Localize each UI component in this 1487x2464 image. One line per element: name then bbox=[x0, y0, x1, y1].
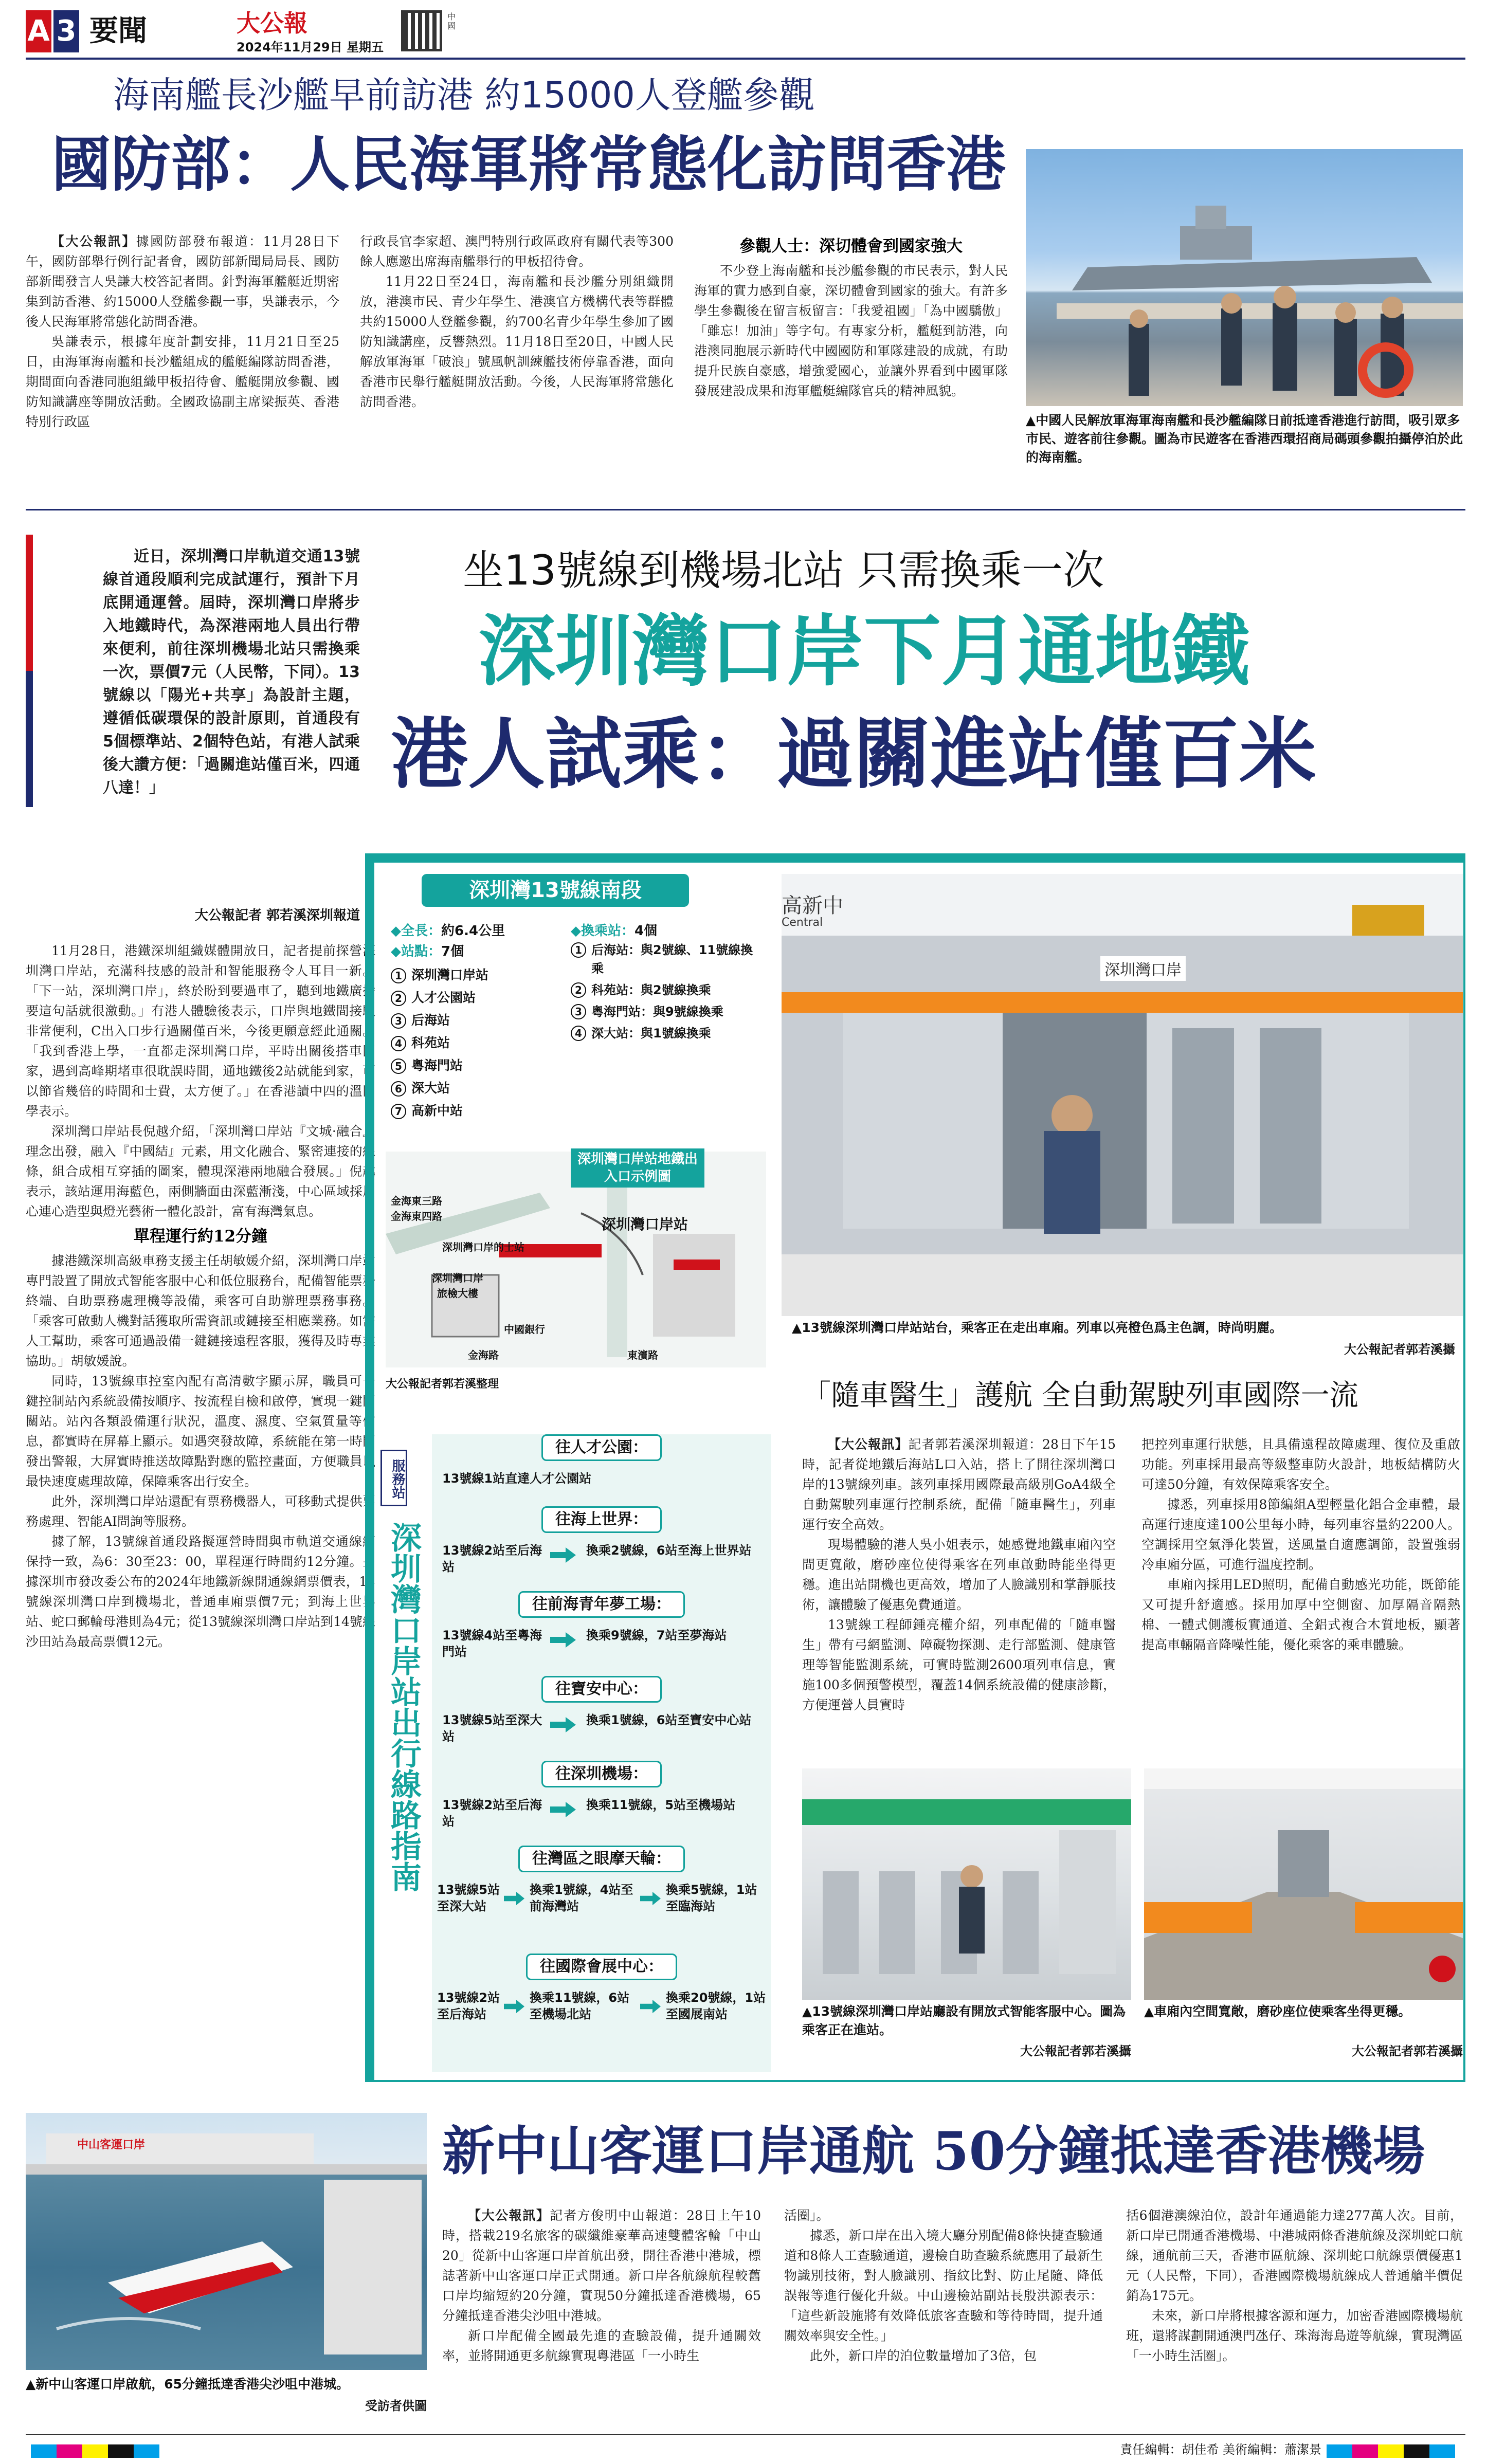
qr-code bbox=[401, 10, 442, 51]
story3-p3: 活圈」。 bbox=[784, 2208, 829, 2223]
doctor-p5: 據悉，列車採用8節編組A型輕量化鋁合金車體，最高運行速度達100公里每小時，每列車容量約2200人。空調採用空氣淨化裝置，送風量自適應調節，設置強弱冷車廂分區，可進行溫度控制。 bbox=[1141, 1497, 1460, 1572]
ship-photo-scene bbox=[1026, 149, 1463, 406]
route-item bbox=[432, 1591, 771, 1678]
station-sign-sub: Central bbox=[782, 916, 823, 929]
route-right: 換乘1號線，6站至寶安中心站 bbox=[586, 1713, 752, 1727]
ferry-photo bbox=[26, 2113, 427, 2370]
transfer-item: 4 深大站：與1號線換乘 bbox=[571, 1024, 761, 1043]
footer-colorbar-right bbox=[1327, 2444, 1455, 2458]
ship-photo-caption: ▲中國人民解放軍海軍海南艦和長沙艦編隊日前抵達香港進行訪問，吸引眾多市民、遊客前往參觀。圖為市民遊客在香港西環招商局碼頭參觀拍攝停泊於此的海南艦。 bbox=[1026, 413, 1463, 465]
story1-side-title: 參觀人士：深切體會到國家強大 bbox=[739, 237, 963, 255]
arrow-icon bbox=[550, 1802, 576, 1817]
story2-headline1: 深圳灣口岸下月通地鐵 bbox=[478, 606, 1250, 697]
station-item: 1 深圳灣口岸站 bbox=[391, 964, 545, 987]
story2-kicker: 坐13號線到機場北站 只需換乘一次 bbox=[463, 546, 1104, 594]
story3-lead: 【大公報訊】 bbox=[468, 2208, 550, 2223]
arrow-icon bbox=[640, 1892, 661, 1905]
story1-p4: 11月22日至24日，海南艦和長沙艦分別組織開放，港澳市民、青少年學生、港澳官方機構代表等群體共約15000人登艦參觀，約700名青少年學生參加了國防知識講座，反響熱烈。11月18日至20日，中國人民解放軍海軍「破浪」號風帆訓練艦技術停靠香港，面向香港市民舉行艦艇開放活動。今後，人民海軍將常態化訪問香港。 bbox=[360, 274, 674, 409]
route-dest: 往人才公園： bbox=[432, 1434, 771, 1459]
story2-body3: 據港鐵深圳高級車務支援主任胡敏媛介紹，深圳灣口岸站專門設置了開放式智能客服中心和低位服務台，配備智能票務終端、自助票務處理機等設備，乘客可自助辦理票務事務。「乘客可啟動人機對話獲取所需資訊或鏈接至相應業務。如需人工幫助，乘客可通過設備一鍵鏈接遠程客服，獲得及時專業協助。」胡敏媛說。 bbox=[26, 1253, 375, 1368]
arrow-icon bbox=[550, 1547, 576, 1563]
route-dest: 往灣區之眼摩天輪： bbox=[432, 1846, 771, 1870]
route-right: 換乘11號線，5站至機場站 bbox=[586, 1798, 736, 1812]
arrow-icon bbox=[550, 1632, 576, 1648]
line13-stations-bullet: ◆ bbox=[391, 944, 401, 959]
station-item: 6 深大站 bbox=[391, 1077, 545, 1100]
line13-stations-value: 7個 bbox=[441, 944, 464, 959]
line13-length-bullet: ◆ bbox=[391, 923, 401, 939]
transfer-item: 1 后海站：與2號線、11號線換乘 bbox=[571, 941, 761, 978]
story1-col3 bbox=[694, 231, 1008, 401]
route-dest: 往深圳機場： bbox=[432, 1761, 771, 1785]
line13-station-list bbox=[391, 964, 545, 1122]
station-item: 5 粵海門站 bbox=[391, 1054, 545, 1077]
map-label-port: 深圳灣口岸 bbox=[432, 1272, 483, 1284]
line13-stations-count bbox=[391, 941, 464, 960]
doctor-col1 bbox=[802, 1434, 1116, 1715]
doctor-lead: 【大公報訊】 bbox=[828, 1437, 909, 1452]
guide-vertical-title: 深圳灣口岸站出行線路指南 bbox=[386, 1522, 422, 1892]
route-left: 13號線1站直達人才公園站 bbox=[442, 1471, 592, 1486]
route-item bbox=[432, 1954, 771, 2072]
story3-p7: 未來，新口岸將根據客源和運力，加密香港國際機場航班，還將謀劃開通澳門氹仔、珠海海島遊等航線，實現灣區「一小時生活圈」。 bbox=[1126, 2308, 1463, 2363]
route-left: 13號線2站至后海站 bbox=[442, 1543, 542, 1574]
story2-intro-credit: 大公報記者 郭若溪深圳報道 bbox=[194, 908, 360, 923]
transfer-item: 2 科苑站：與2號線換乘 bbox=[571, 981, 761, 999]
interior-photo-credit: 大公報記者郭若溪攝 bbox=[1352, 2044, 1463, 2058]
arrow-icon bbox=[550, 1717, 576, 1732]
route-dest: 往國際會展中心： bbox=[432, 1954, 771, 1978]
destination-sign: 深圳灣口岸 bbox=[1100, 956, 1186, 981]
footer-colorbar-left bbox=[31, 2444, 159, 2458]
route-left: 13號線5站至深大站 bbox=[442, 1713, 542, 1744]
route-left: 13號線2站至后海站 bbox=[437, 1991, 500, 2021]
gate-photo-caption: ▲13號線深圳灣口岸站廳設有開放式智能客服中心。圖為乘客正在進站。 bbox=[802, 2004, 1126, 2037]
map-label-terminal: 旅檢大樓 bbox=[437, 1287, 478, 1300]
story2-body1: 11月28日，港鐵深圳組織媒體開放日，記者提前探營深圳灣口岸站，充滿科技感的設計和智能服務令人耳目一新。「下一站，深圳灣口岸」，終於盼到要過車了，聽到地鐵廣播要這句話就很激動。」有港人體驗後表示，口岸與地鐵間接駁非常便利，C出入口步行過關僅百米，今後更願意經此通關。「我到香港上學，一直都走深圳灣口岸，平時出關後搭車回家，遇到高峰期堵車很耽誤時間，通地鐵後2站就能到家，可以節省幾倍的時間和士費，太方便了。」在香港讀中四的溫同學表示。 bbox=[26, 943, 375, 1119]
story3-col3 bbox=[1126, 2205, 1463, 2366]
story1-headline: 國防部：人民海軍將常態化訪問香港 bbox=[51, 130, 1006, 199]
line13-transfer-label: 換乘站： bbox=[581, 923, 635, 939]
map-label-taxi: 深圳灣口岸的士站 bbox=[442, 1241, 524, 1253]
route-right: 換乘5號線，1站至臨海站 bbox=[666, 1883, 757, 1913]
train-photo-credit: 大公報記者郭若溪攝 bbox=[1344, 1342, 1455, 1357]
guide-routes bbox=[432, 1434, 771, 2072]
line13-transfer-value: 4個 bbox=[634, 923, 658, 939]
doctor-p4: 把控列車運行狀態，且具備遠程故障處理、復位及重啟功能。列車採用最高等級整車防火設計，地板結構防火可達50分鐘，有效保障乘客安全。 bbox=[1141, 1437, 1460, 1492]
interior-photo-caption: ▲車廂內空間寬敞，磨砂座位使乘客坐得更穩。 bbox=[1144, 2004, 1411, 2019]
story3-p4: 據悉，新口岸在出入境大廳分別配備8條快捷查驗通道和8條人工查驗通道，邊檢自助查驗系統應用了最新生物識別技術，對人臉識別、指紋比對、防止尾隨、降低誤報等進行優化升級。中山邊檢站副站長殷洪源表示：「這些新設施將有效降低旅客查驗和等待時間，提升通關效率與安全性。」 bbox=[784, 2228, 1103, 2343]
section-name: 要聞 bbox=[89, 14, 147, 48]
line13-credit: 大公報記者郭若溪整理 bbox=[386, 1378, 499, 1391]
story3-p2: 新口岸配備全國最先進的查驗設備，提升通關效率，並將開通更多航線實現粵港區「一小時生 bbox=[442, 2328, 761, 2363]
footer-editors: 責任編輯：胡佳希 美術編輯：蕭潔景 bbox=[1120, 2442, 1321, 2457]
map-label-jinhai3: 金海東三路 bbox=[391, 1195, 442, 1207]
line13-box bbox=[380, 874, 771, 1398]
interior-scene bbox=[1144, 1768, 1463, 2000]
doctor-p2: 現場體驗的港人吳小姐表示，她感覺地鐵車廂內空間更寬敞，磨砂座位使得乘客在列車啟動時能坐得更穩。進出站開機也更高效，增加了人臉識別和掌靜脈技術，讓體驗了優惠免費通道。 bbox=[802, 1537, 1116, 1612]
story3-headline: 新中山客運口岸通航 50分鐘抵達香港機場 bbox=[442, 2121, 1425, 2182]
exit-map bbox=[386, 1152, 766, 1367]
route-dest: 往前海青年夢工場： bbox=[432, 1591, 771, 1616]
route-right: 換乘9號線，7站至夢海站 bbox=[586, 1628, 727, 1642]
guide-service-tag bbox=[380, 1450, 407, 1506]
story3-p1: 記者方俊明中山報道：28日上午10時，搭載219名旅客的碳纖維豪華高速雙體客輪「中山20」從新中山客運口岸首航出發，開往香港中港城，標誌著新中山客運口岸正式開通。新口岸各航線航程較舊口岸均縮短約20分鐘，實現50分鐘抵達香港機場，65分鐘抵達香港尖沙咀中港城。 bbox=[442, 2208, 761, 2323]
exit-map-title: 深圳灣口岸站地鐵出入口示例圖 bbox=[571, 1148, 704, 1188]
story2-headline2: 港人試乘：過關進站僅百米 bbox=[391, 709, 1317, 799]
interior-photo bbox=[1144, 1768, 1463, 2000]
story1-p1: 據國防部發布報道：11月28日下午，國防部舉行例行記者會，國防部新聞局局長、國防部新聞發言人吳謙大校答記者問。針對海軍艦艇近期密集到訪香港、約15000人登艦參觀一事，吳謙表示，今後人民海軍將常態化訪問香港。 bbox=[26, 234, 339, 329]
station-item: 2 人才公園站 bbox=[391, 987, 545, 1009]
masthead-rule bbox=[26, 58, 1465, 60]
section-letter: A bbox=[26, 10, 51, 52]
route-item bbox=[432, 1676, 771, 1763]
gate-scene bbox=[802, 1768, 1131, 2000]
story1-p2: 吳謙表示，根據年度計劃安排，11月21日至25日，由海軍海南艦和長沙艦組成的艦艇編隊訪問香港，期間面向香港同胞組織甲板招待會、艦艇開放參觀、國防知識講座等開放活動。全國政協副主席梁振英、香港特別行政區 bbox=[26, 334, 339, 429]
map-label-jinhai-rd: 金海路 bbox=[468, 1349, 499, 1361]
arrow-icon bbox=[504, 2000, 524, 2013]
line13-length-value: 約6.4公里 bbox=[441, 923, 505, 939]
doctor-p3: 13號線工程師鍾亮權介紹，列車配備的「隨車醫生」帶有弓網監測、障礙物探測、走行部監測、健康管理等智能監測系統，可實時監測2600項列車信息，實施100多個預警模型，覆蓋14個系統設備的健康診斷，方便運營人員實時 bbox=[802, 1617, 1116, 1712]
line13-stations-label: 站點： bbox=[401, 944, 442, 959]
qr-label: 中國 bbox=[447, 12, 456, 31]
ferry-photo-caption: ▲新中山客運口岸啟航，65分鐘抵達香港尖沙咀中港城。 bbox=[26, 2377, 350, 2392]
ferry-building-sign: 中山客運口岸 bbox=[77, 2138, 146, 2151]
story1-col1 bbox=[26, 231, 339, 432]
route-item bbox=[432, 1506, 771, 1594]
story2-intro: 近日，深圳灣口岸軌道交通13號線首通段順利完成試運行，預計下月底開通運營。屆時，深圳灣口岸將步入地鐵時代，為深港兩地人員出行帶來便利，前往深圳機場北站只需換乘一次，票價7元（人民幣，下同）。13號線以「陽光+共享」為設計主題，遵循低碳環保的設計原則，首通段有5個標準站、2個特色站，有港人試乘後大讚方便：「過關進站僅百米，四通八達！」 bbox=[103, 547, 360, 797]
ship-photo bbox=[1026, 149, 1463, 406]
route-mid: 換乘1號線，4站至前海灣站 bbox=[530, 1883, 633, 1913]
story2-body2: 深圳灣口岸站長倪越介紹，「深圳灣口岸站『文城·融合』理念出發，融入『中國結』元素，用文化融合、緊密連接的線條，組合成相互穿插的圖案，體現深港兩地融合發展。」倪越表示，該站運用海藍色，兩側牆面由深藍漸淺，中心區域採用心連心造型與燈光藝術一體化設計，富有海灣氣息。 bbox=[26, 1124, 375, 1219]
doctor-kicker: 「隨車醫生」護航 全自動駕駛列車國際一流 bbox=[802, 1379, 1358, 1412]
story1-bottom-rule bbox=[26, 509, 1465, 510]
route-dest: 往海上世界： bbox=[432, 1506, 771, 1531]
station-sign: 高新中 bbox=[782, 894, 843, 918]
footer-rule bbox=[26, 2434, 1465, 2435]
line13-length-label: 全長： bbox=[401, 923, 442, 939]
line13-title: 深圳灣13號線南段 bbox=[422, 874, 689, 907]
line13-transfer-list bbox=[571, 941, 761, 1046]
route-item bbox=[432, 1761, 771, 1848]
route-left: 13號線2站至后海站 bbox=[442, 1798, 542, 1829]
train-photo-caption: ▲13號線深圳灣口岸站站台，乘客正在走出車廂。列車以亮橙色爲主色調，時尚明麗。 bbox=[792, 1320, 1283, 1335]
doctor-p6: 車廂內採用LED照明，配備自動感光功能，既節能又可提升舒適感。採用加厚中空側窗、加厚隔音隔熱棉、一體式側護板實通道、全鋁式複合木質地板，顯著提高車輛隔音降噪性能，優化乘客的乘車體驗。 bbox=[1141, 1577, 1460, 1652]
arrow-icon bbox=[504, 1892, 524, 1905]
story3-col2 bbox=[784, 2205, 1103, 2366]
station-item: 4 科苑站 bbox=[391, 1032, 545, 1054]
guide-service-tag-text: 服務站 bbox=[390, 1459, 405, 1499]
route-right: 換乘20號線，1站至國展南站 bbox=[666, 1991, 766, 2021]
doctor-col2 bbox=[1141, 1434, 1460, 1655]
gate-photo-credit: 大公報記者郭若溪攝 bbox=[1020, 2044, 1131, 2058]
story1-kicker: 海南艦長沙艦早前訪港 約15000人登艦參觀 bbox=[113, 74, 815, 116]
line13-transfer-bullet: ◆ bbox=[571, 923, 581, 939]
route-left: 13號線5站至深大站 bbox=[437, 1883, 500, 1913]
route-left: 13號線4站至粵海門站 bbox=[442, 1628, 542, 1659]
issue-date: 2024年11月29日 星期五 bbox=[237, 40, 384, 54]
map-label-dongbin: 東濱路 bbox=[627, 1349, 658, 1361]
ferry-photo-credit: 受訪者供圖 bbox=[365, 2399, 427, 2413]
story1-col2 bbox=[360, 231, 674, 412]
story2-body-col bbox=[26, 941, 375, 1652]
route-mid: 換乘11號線，6站至機場北站 bbox=[530, 1991, 630, 2021]
story1-lead: 【大公報訊】 bbox=[51, 234, 136, 249]
transfer-item: 3 粵海門站：與9號線換乘 bbox=[571, 1002, 761, 1021]
line13-transfer-count bbox=[571, 920, 657, 939]
route-guide bbox=[380, 1434, 771, 2072]
route-right: 換乘2號線，6站至海上世界站 bbox=[586, 1543, 752, 1558]
story1-side-p: 不少登上海南艦和長沙艦參觀的市民表示，對人民海軍的實力感到自豪，深切體會到國家的強大。有許多學生參觀後在留言板留言：「我愛祖國」「為中國驕傲」「雖忘！加油」等字句。有專家分析，艦艇到訪港，向港澳同胞展示新時代中國國防和軍隊建設的成就，有助提升民族自豪感，增強愛國心，並讓外界看到中國軍隊發展建設成果和海軍艦艇編隊官兵的精神風貌。 bbox=[694, 263, 1008, 398]
train-scene bbox=[782, 874, 1463, 1316]
story2-sub1: 單程運行約12分鐘 bbox=[133, 1227, 268, 1246]
gate-photo bbox=[802, 1768, 1131, 2000]
route-item bbox=[432, 1434, 771, 1511]
story2-body4: 同時，13號線車控室內配有高清數字顯示屏，職員可一鍵控制站內系統設備按順序、按流程自檢和啟停，實現一鍵開關站。站內各類設備運行狀況，溫度、濕度、空氣質量等信息，都實時在屏幕上顯示。如遇突發故障，系統能在第一時間發出警報，大屏實時推送故障點對應的監控畫面，方便職員以最快速度處理故障，保障乘客出行安全。 bbox=[26, 1374, 375, 1489]
map-label-station: 深圳灣口岸站 bbox=[602, 1216, 688, 1233]
station-item: 3 后海站 bbox=[391, 1009, 545, 1032]
route-dest: 往寶安中心： bbox=[432, 1676, 771, 1701]
station-item: 7 高新中站 bbox=[391, 1100, 545, 1122]
page-number: 3 bbox=[53, 10, 79, 52]
story3-p6: 括6個港澳線泊位，設計年通過能力達277萬人次。目前，新口岸已開通香港機場、中港城兩條香港航線及深圳蛇口航線，通航前三天，香港市區航線、深圳蛇口航線票價優惠1元（人民幣，下同），香港國際機場航線成人普通艙半價促銷為175元。 bbox=[1126, 2208, 1463, 2303]
doctor-p1: 記者郭若溪深圳報道：28日下午15時，記者從地鐵后海站L口入站，搭上了開往深圳灣口岸的13號線列車。該列車採用國際最高級別GoA4級全自動駕駛列車運行控制系統，配備「隨車醫生」，列車運行安全高效。 bbox=[802, 1437, 1116, 1532]
masthead bbox=[26, 10, 1465, 59]
map-label-jinhai4: 金海東四路 bbox=[391, 1210, 442, 1222]
story2-red-bar bbox=[26, 535, 33, 807]
story2-body5: 此外，深圳灣口岸站還配有票務機器人，可移動式提供票務處理、智能AI問詢等服務。 bbox=[26, 1494, 375, 1529]
story2-body6: 據了解，13號線首通段路擬運營時間與市軌道交通線網保持一致，為6：30至23：00，單程運行時間約12分鐘。另據深圳市發改委公布的2024年地鐵新線開通線網票價表，13號線深圳灣口岸到機場北，普通車廂票價7元；到海上世界站、蛇口郵輪母港則為4元；從13號線深圳灣口岸站到14號線沙田站為最高票價12元。 bbox=[26, 1534, 375, 1649]
story3-col1 bbox=[442, 2205, 761, 2366]
story3-p5: 此外，新口岸的泊位數量增加了3倍，包 bbox=[810, 2348, 1037, 2363]
train-platform-photo bbox=[782, 874, 1463, 1316]
arrow-icon bbox=[640, 2000, 661, 2013]
story1-p3: 行政長官李家超、澳門特別行政區政府有關代表等300餘人應邀出席海南艦舉行的甲板招待會。 bbox=[360, 234, 674, 269]
map-label-boc: 中國銀行 bbox=[504, 1323, 545, 1336]
line13-length bbox=[391, 920, 505, 939]
route-item bbox=[432, 1846, 771, 1959]
paper-logo: 大公報 bbox=[237, 9, 307, 37]
